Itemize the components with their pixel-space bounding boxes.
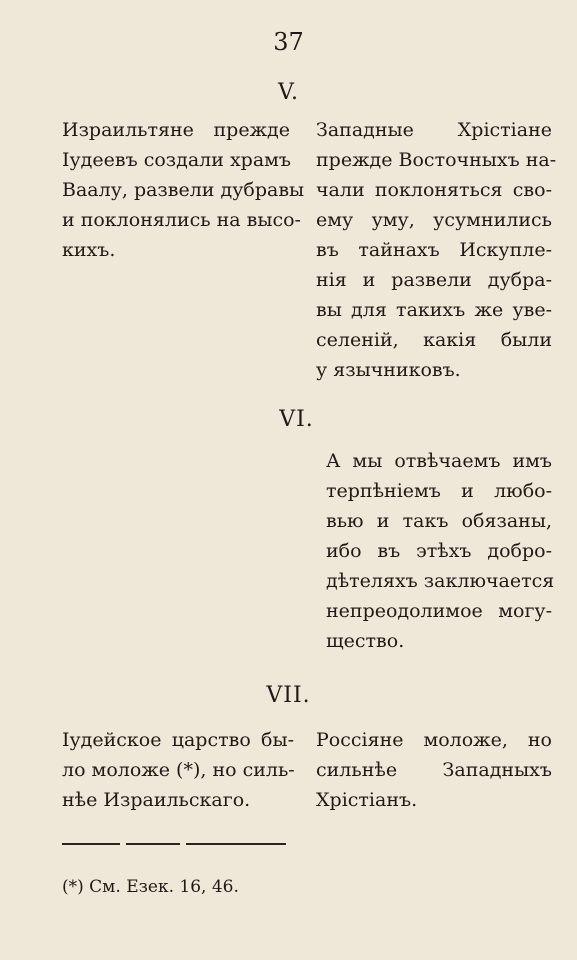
text-line: въ тайнахъ Искупле- — [316, 239, 552, 261]
text-line: ло моложе (*), но силь- — [62, 759, 295, 781]
text-line: и поклонялись на высо- — [62, 209, 301, 231]
section-numeral-vi: VI. — [279, 407, 314, 432]
text-line: ибо въ этѣхъ добро- — [326, 540, 552, 562]
text-line: Западные Хрістiане — [316, 119, 552, 141]
text-line: дѣтеляхъ заключается — [326, 570, 555, 592]
text-line: прежде Восточныхъ на- — [316, 149, 557, 171]
right-column-vi — [326, 446, 555, 656]
page-number: 37 — [273, 28, 304, 56]
right-column-vii — [316, 725, 552, 815]
text-line: у язычниковъ. — [316, 359, 461, 381]
footnote-separator — [62, 843, 287, 845]
text-line: вью и такъ обязаны, — [326, 510, 552, 532]
text-line: Хрістіанъ. — [316, 789, 418, 811]
text-line: терпѣніемъ и любо- — [326, 480, 552, 502]
text-line: Ваалу, развели дубравы — [62, 179, 305, 201]
text-line: Іудеевъ создали храмъ — [62, 149, 292, 171]
text-line: вы для такихъ же уве- — [316, 299, 552, 321]
right-column-v — [316, 115, 557, 385]
text-line: селеній, какія были — [316, 329, 552, 351]
footnote: (*) См. Езек. 16, 46. — [62, 877, 239, 897]
text-line: ему уму, усумнились — [316, 209, 552, 231]
left-column-vii — [62, 725, 294, 815]
text-line: щество. — [326, 630, 405, 652]
text-line: чали поклоняться сво- — [316, 179, 552, 201]
text-line: сильнѣе Западныхъ — [316, 759, 552, 781]
text-line: кихъ. — [62, 239, 116, 261]
text-line: А мы отвѣчаемъ имъ — [326, 450, 552, 472]
text-line: Израильтяне прежде — [62, 119, 290, 141]
left-column-v — [62, 115, 305, 265]
text-line: нѣе Израильскаго. — [62, 789, 251, 811]
section-numeral-vii: VII. — [266, 683, 311, 708]
text-line: непреодолимое могу- — [326, 600, 552, 622]
text-line: Іудейское царство бы- — [62, 729, 294, 751]
text-line: Россіяне моложе, но — [316, 729, 552, 751]
section-numeral-v: V. — [277, 80, 300, 105]
text-line: нія и развели дубра- — [316, 269, 552, 291]
